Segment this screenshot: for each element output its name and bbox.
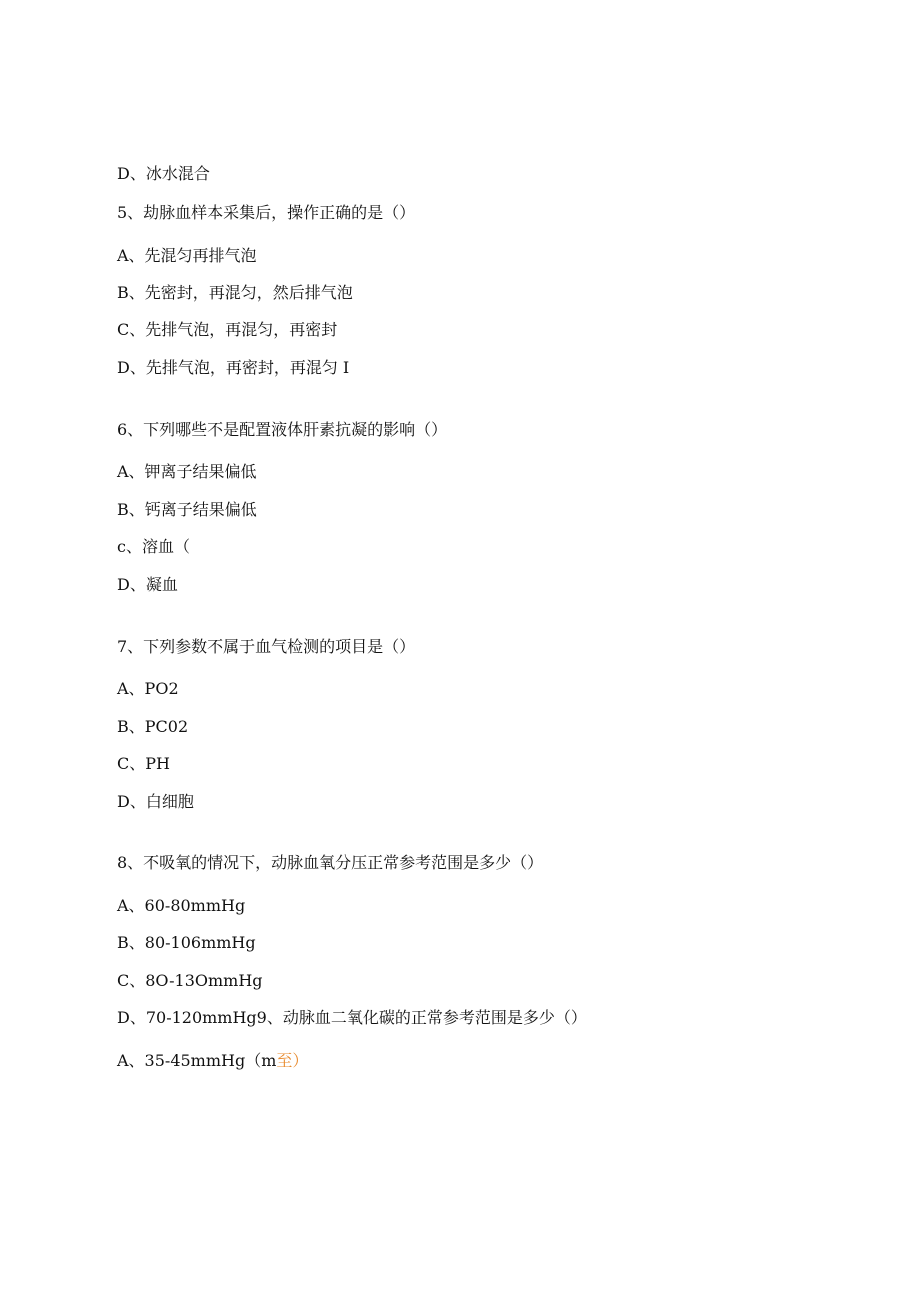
option-a-q7: A、PO2	[117, 679, 179, 698]
question-6: 6、下列哪些不是配置液体肝素抗凝的影响（）	[117, 420, 448, 439]
option-d-q6: D、凝血	[117, 575, 178, 594]
option-c-q8: C、8O-13OmmHg	[117, 971, 263, 990]
option-c-q7: C、PH	[117, 754, 170, 773]
option-a-q6: A、钾离子结果偏低	[117, 462, 257, 481]
option-b-q6: B、钙离子结果偏低	[117, 500, 257, 519]
option-d-q8-question-9: D、70-120mmHg9、动脉血二氧化碳的正常参考范围是多少（）	[117, 1008, 587, 1027]
option-c-q6: c、溶血（	[117, 537, 190, 556]
option-b-q8: B、80-106mmHg	[117, 933, 256, 952]
stamp-mark: 至）	[276, 1051, 309, 1070]
option-d-q5: D、先排气泡，再密封，再混匀 I	[117, 358, 350, 377]
option-a-q9-text: A、35-45mmHg（m	[117, 1051, 277, 1070]
option-a-q5: A、先混匀再排气泡	[117, 246, 257, 265]
option-b-q5: B、先密封，再混匀，然后排气泡	[117, 283, 353, 302]
option-c-q5: C、先排气泡，再混匀，再密封	[117, 320, 338, 339]
option-d-q4: D、冰水混合	[117, 164, 210, 183]
question-8: 8、不吸氧的情况下，动脉血氧分压正常参考范围是多少（）	[117, 853, 544, 872]
question-5: 5、劫脉血样本采集后，操作正确的是（）	[117, 203, 416, 222]
option-a-q9	[117, 1051, 308, 1071]
option-a-q8: A、60-80mmHg	[117, 896, 246, 915]
question-7: 7、下列参数不属于血气检测的项目是（）	[117, 637, 416, 656]
option-d-q7: D、白细胞	[117, 792, 194, 811]
option-b-q7: B、PC02	[117, 717, 189, 736]
